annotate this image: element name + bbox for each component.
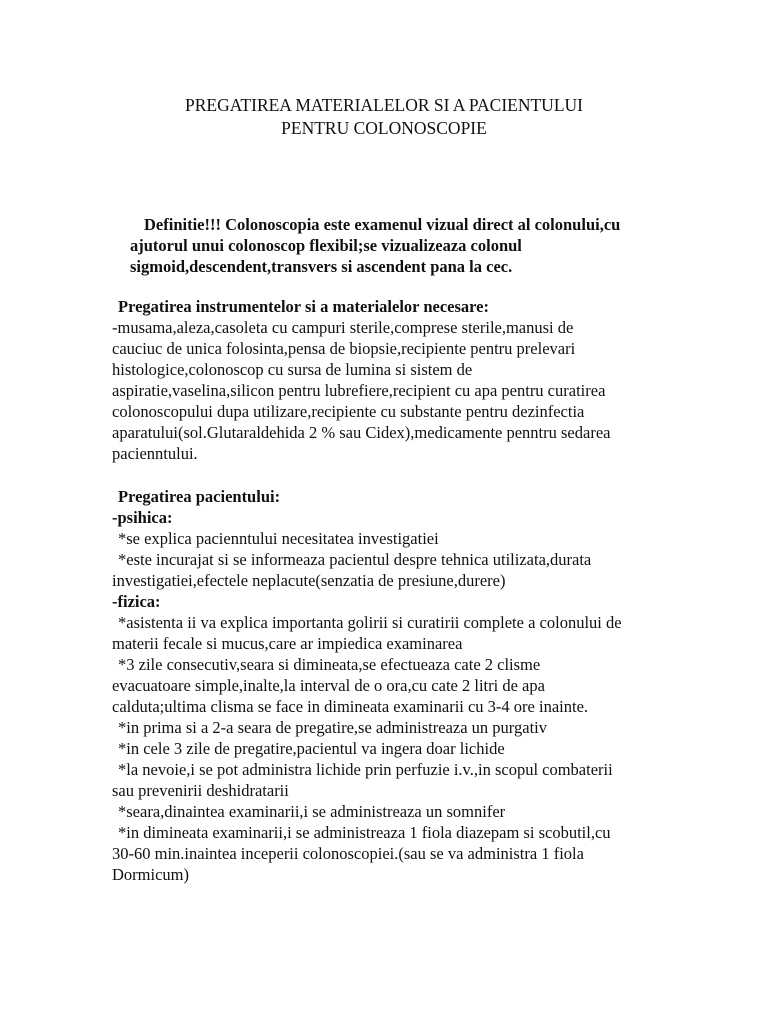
psihica-line: *este incurajat si se informeaza pacientul despre tehnica utilizata,durata <box>118 550 592 569</box>
definition-line: sigmoid,descendent,transvers si ascendent pana la cec. <box>130 257 513 276</box>
instruments-line: aparatului(sol.Glutaraldehida 2 % sau Cidex),medicamente penntru sedarea <box>112 423 611 442</box>
instruments-line: -musama,aleza,casoleta cu campuri sterile,comprese sterile,manusi de <box>112 318 574 337</box>
title-line-1: PREGATIREA MATERIALELOR SI A PACIENTULUI <box>185 95 583 115</box>
fizica-line: *seara,dinaintea examinarii,i se administreaza un somnifer <box>118 802 506 821</box>
fizica-line: *in dimineata examinarii,i se administreaza 1 fiola diazepam si scobutil,cu <box>118 823 611 842</box>
fizica-line: evacuatoare simple,inalte,la interval de o ora,cu cate 2 litri de apa <box>112 676 545 695</box>
psihica-label: -psihica: <box>112 508 173 527</box>
fizica-line: calduta;ultima clisma se face in dimineata examinarii cu 3-4 ore inainte. <box>112 697 589 716</box>
instruments-line: aspiratie,vaselina,silicon pentru lubrefiere,recipient cu apa pentru curatirea <box>112 381 606 400</box>
fizica-line: *in cele 3 zile de pregatire,pacientul va ingera doar lichide <box>118 739 505 758</box>
fizica-line: 30-60 min.inaintea inceperii colonoscopiei.(sau se va administra 1 fiola <box>112 844 584 863</box>
patient-section <box>112 486 672 885</box>
definition-paragraph <box>130 214 690 277</box>
psihica-line: *se explica pacienntului necesitatea investigatiei <box>118 529 439 548</box>
fizica-line: Dormicum) <box>112 865 189 884</box>
fizica-line: materii fecale si mucus,care ar impiedica examinarea <box>112 634 463 653</box>
fizica-line: sau prevenirii deshidratarii <box>112 781 289 800</box>
instruments-line: histologice,colonoscop cu sursa de lumina si sistem de <box>112 360 473 379</box>
definition-line: ajutorul unui colonoscop flexibil;se vizualizeaza colonul <box>130 236 522 255</box>
psihica-line: investigatiei,efectele neplacute(senzatia de presiune,durere) <box>112 571 506 590</box>
fizica-line: *3 zile consecutiv,seara si dimineata,se efectueaza cate 2 clisme <box>118 655 541 674</box>
instruments-heading: Pregatirea instrumentelor si a materialelor necesare: <box>118 297 489 316</box>
instruments-section <box>112 296 672 464</box>
fizica-line: *la nevoie,i se pot administra lichide prin perfuzie i.v.,in scopul combaterii <box>118 760 613 779</box>
fizica-line: *asistenta ii va explica importanta golirii si curatirii complete a colonului de <box>118 613 622 632</box>
definition-line: Definitie!!! Colonoscopia este examenul vizual direct al colonului,cu <box>144 215 621 234</box>
patient-heading: Pregatirea pacientului: <box>118 487 281 506</box>
fizica-label: -fizica: <box>112 592 161 611</box>
instruments-line: pacienntului. <box>112 444 198 463</box>
document-title <box>0 94 768 140</box>
fizica-line: *in prima si a 2-a seara de pregatire,se administreaza un purgativ <box>118 718 547 737</box>
instruments-line: cauciuc de unica folosinta,pensa de biopsie,recipiente pentru prelevari <box>112 339 576 358</box>
instruments-line: colonoscopului dupa utilizare,recipiente cu substante pentru dezinfectia <box>112 402 585 421</box>
title-line-2: PENTRU COLONOSCOPIE <box>281 118 487 138</box>
